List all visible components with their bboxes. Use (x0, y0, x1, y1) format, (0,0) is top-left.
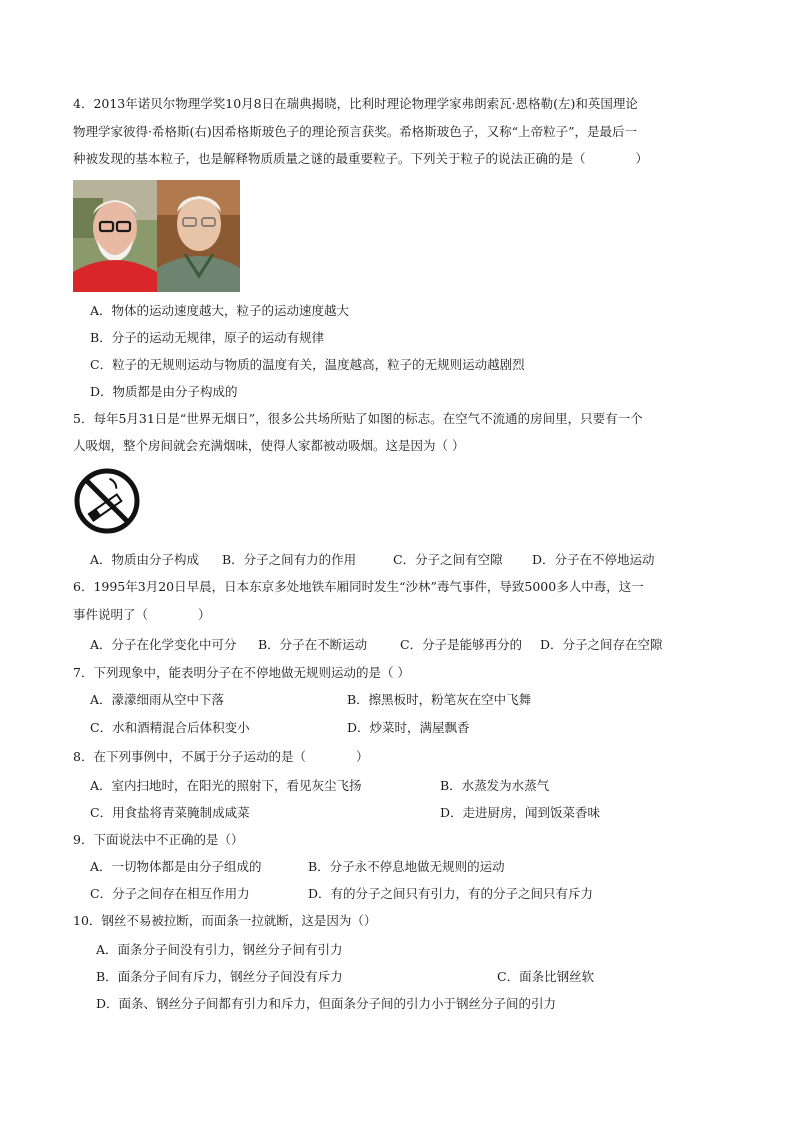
q7-stem: 7．下列现象中，能表明分子在不停地做无规则运动的是（ ） (73, 665, 410, 680)
q5-option-d[interactable]: D．分子在不停地运动 (532, 552, 655, 567)
q10-option-d[interactable]: D．面条、钢丝分子间都有引力和斥力，但面条分子间的引力小于钢丝分子间的引力 (96, 996, 557, 1011)
q6-option-c[interactable]: C．分子是能够再分的 (400, 637, 523, 652)
q8-option-d[interactable]: D．走进厨房，闻到饭菜香味 (440, 805, 601, 820)
q10-option-b[interactable]: B．面条分子间有斥力，钢丝分子间没有斥力 (96, 969, 343, 984)
q6-option-d[interactable]: D．分子之间存在空隙 (540, 637, 663, 652)
q5-option-b[interactable]: B．分子之间有力的作用 (222, 552, 357, 567)
q4-option-a[interactable]: A．物体的运动速度越大，粒子的运动速度越大 (90, 303, 350, 318)
q8-stem: 8．在下列事例中，不属于分子运动的是（ ） (73, 749, 369, 764)
q4-stem-line-3: 种被发现的基本粒子，也是解释物质质量之谜的最重要粒子。下列关于粒子的说法正确的是（ ） (73, 151, 649, 166)
q7-option-a[interactable]: A．濛濛细雨从空中下落 (90, 692, 225, 707)
q4-option-d[interactable]: D．物质都是由分子构成的 (90, 384, 238, 399)
q5-option-c[interactable]: C．分子之间有空隙 (393, 552, 503, 567)
q6-option-a[interactable]: A．分子在化学变化中可分 (90, 637, 237, 652)
q10-option-c[interactable]: C．面条比钢丝软 (497, 969, 595, 984)
q4-stem-line-2: 物理学家彼得·希格斯(右)因希格斯玻色子的理论预言获奖。希格斯玻色子，又称“上帝粒子”，是最后一 (73, 124, 638, 139)
no-smoking-sign-icon (73, 467, 141, 535)
q7-option-b[interactable]: B．擦黑板时，粉笔灰在空中飞舞 (347, 692, 532, 707)
q4-option-b[interactable]: B．分子的运动无规律，原子的运动有规律 (90, 330, 325, 345)
q8-option-c[interactable]: C．用食盐将青菜腌制成咸菜 (90, 805, 250, 820)
q9-option-b[interactable]: B．分子永不停息地做无规则的运动 (308, 859, 505, 874)
q9-option-a[interactable]: A．一切物体都是由分子组成的 (90, 859, 262, 874)
q9-stem: 9．下面说法中不正确的是（） (73, 832, 244, 847)
q9-option-c[interactable]: C．分子之间存在相互作用力 (90, 886, 250, 901)
q9-option-d[interactable]: D．有的分子之间只有引力，有的分子之间只有斥力 (308, 886, 594, 901)
q5-stem-line-2: 人吸烟，整个房间就会充满烟味，使得人家都被动吸烟。这是因为（ ） (73, 438, 465, 453)
q8-option-a[interactable]: A．室内扫地时，在阳光的照射下，看见灰尘飞扬 (90, 778, 362, 793)
nobel-laureates-photo (73, 180, 240, 292)
q10-option-a[interactable]: A．面条分子间没有引力，钢丝分子间有引力 (96, 942, 343, 957)
q8-option-b[interactable]: B．水蒸发为水蒸气 (440, 778, 550, 793)
q6-option-b[interactable]: B．分子在不断运动 (258, 637, 368, 652)
q6-stem-line-1: 6．1995年3月20日早晨，日本东京多处地铁车厢同时发生“沙林”毒气事件，导致5000多人中毒，这一 (73, 579, 644, 594)
q7-option-c[interactable]: C．水和酒精混合后体积变小 (90, 720, 250, 735)
q6-stem-line-2: 事件说明了（ ） (73, 607, 211, 622)
q4-stem-line-1: 4．2013年诺贝尔物理学奖10月8日在瑞典揭晓，比利时理论物理学家弗朗索瓦·恩格勒(左)和英国理论 (73, 96, 638, 111)
q5-stem-line-1: 5．每年5月31日是“世界无烟日”，很多公共场所贴了如图的标志。在空气不流通的房间里，只要有一个 (73, 411, 643, 426)
q4-option-c[interactable]: C．粒子的无规则运动与物质的温度有关，温度越高，粒子的无规则运动越剧烈 (90, 357, 525, 372)
q5-option-a[interactable]: A．物质由分子构成 (90, 552, 200, 567)
q10-stem: 10．钢丝不易被拉断，而面条一拉就断，这是因为（） (73, 913, 377, 928)
q7-option-d[interactable]: D．炒菜时，满屋飘香 (347, 720, 470, 735)
